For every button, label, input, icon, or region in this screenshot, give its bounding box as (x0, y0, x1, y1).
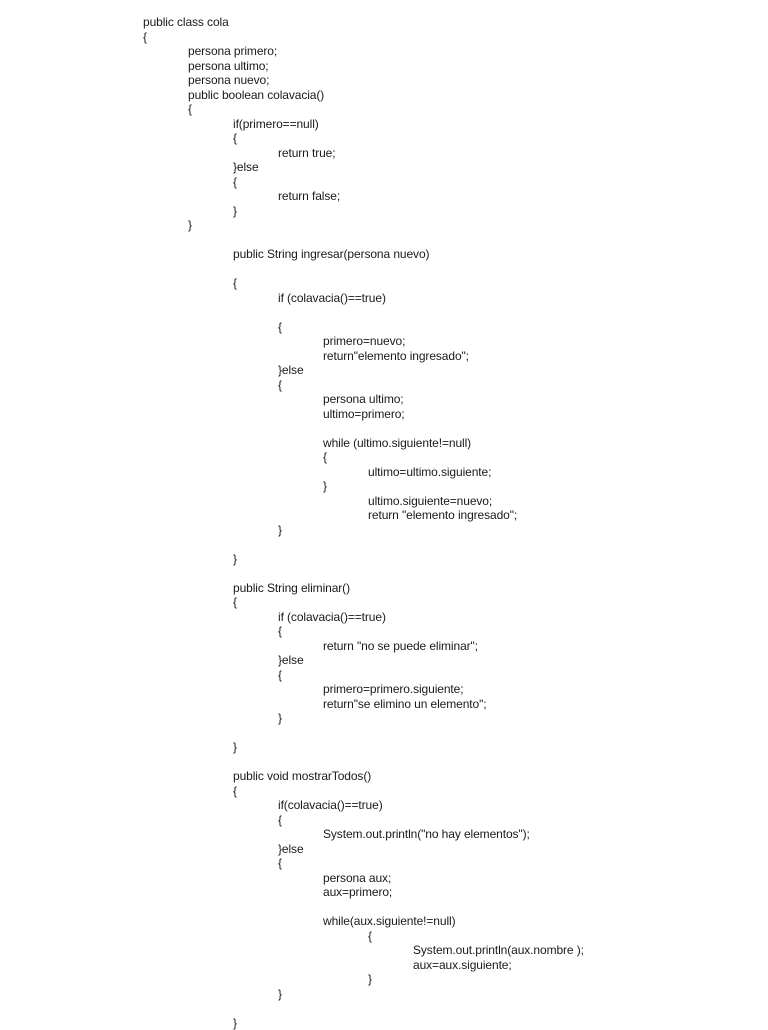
code-line: return"elemento ingresado"; (323, 348, 469, 363)
code-line: if (colavacia()==true) (278, 609, 386, 624)
code-line: { (143, 29, 147, 44)
code-line: } (233, 1015, 237, 1030)
code-line: } (278, 711, 282, 725)
code-line: { (278, 856, 282, 870)
code-line: } (233, 203, 237, 218)
code-line: aux=primero; (323, 885, 393, 899)
code-line: } (278, 986, 282, 1001)
code-line: primero=nuevo; (323, 334, 406, 348)
code-line: { (233, 131, 237, 145)
code-line: persona nuevo; (188, 73, 270, 87)
code-line: { (233, 595, 237, 609)
code-line: ultimo=primero; (323, 406, 405, 421)
code-line: }else (278, 841, 304, 856)
code-line: ultimo=ultimo.siguiente; (368, 464, 492, 479)
code-line: } (278, 522, 282, 537)
code-line: } (188, 218, 192, 232)
code-line: persona ultimo; (188, 58, 269, 73)
code-line: persona aux; (323, 870, 392, 885)
code-line: if (colavacia()==true) (278, 290, 386, 305)
code-line: { (368, 928, 372, 943)
code-line: { (233, 174, 237, 189)
code-line: { (323, 450, 327, 464)
code-line: return"se elimino un elemento"; (323, 696, 487, 711)
code-line: { (278, 812, 282, 827)
code-line: } (323, 479, 327, 493)
code-line: persona ultimo; (323, 392, 404, 406)
code-line: System.out.println("no hay elementos"); (323, 827, 530, 841)
code-line: { (188, 102, 192, 116)
code-line: } (368, 972, 372, 986)
code-line: { (278, 319, 282, 334)
code-line: public String ingresar(persona nuevo) (233, 247, 430, 261)
code-line: primero=primero.siguiente; (323, 682, 464, 696)
code-line: while (ultimo.siguiente!=null) (323, 435, 472, 450)
code-line: System.out.println(aux.nombre ); (413, 943, 584, 957)
code-line: aux=aux.siguiente; (413, 957, 512, 972)
code-line: }else (233, 160, 259, 174)
code-line: public boolean colavacia() (188, 87, 325, 102)
code-line: }else (278, 363, 304, 377)
code-line: while(aux.siguiente!=null) (323, 914, 456, 928)
code-line: public String eliminar() (233, 580, 350, 595)
code-line: return false; (278, 189, 341, 203)
code-line: public void mostrarTodos() (233, 769, 372, 783)
code-line: if(colavacia()==true) (278, 798, 383, 812)
code-line: persona primero; (188, 44, 278, 58)
code-line: { (233, 276, 237, 290)
code-line: return true; (278, 145, 336, 160)
code-line: if(primero==null) (233, 116, 319, 131)
code-line: { (233, 783, 237, 798)
code-line: public class cola (143, 15, 229, 29)
code-line: }else (278, 653, 304, 667)
code-line: } (233, 740, 237, 754)
code-line: { (278, 377, 282, 392)
code-line: { (278, 667, 282, 682)
code-line: return "no se puede eliminar"; (323, 638, 478, 653)
code-line: ultimo.siguiente=nuevo; (368, 493, 493, 508)
code-line: return "elemento ingresado"; (368, 508, 518, 522)
code-line: { (278, 624, 282, 638)
code-line: } (233, 551, 237, 566)
